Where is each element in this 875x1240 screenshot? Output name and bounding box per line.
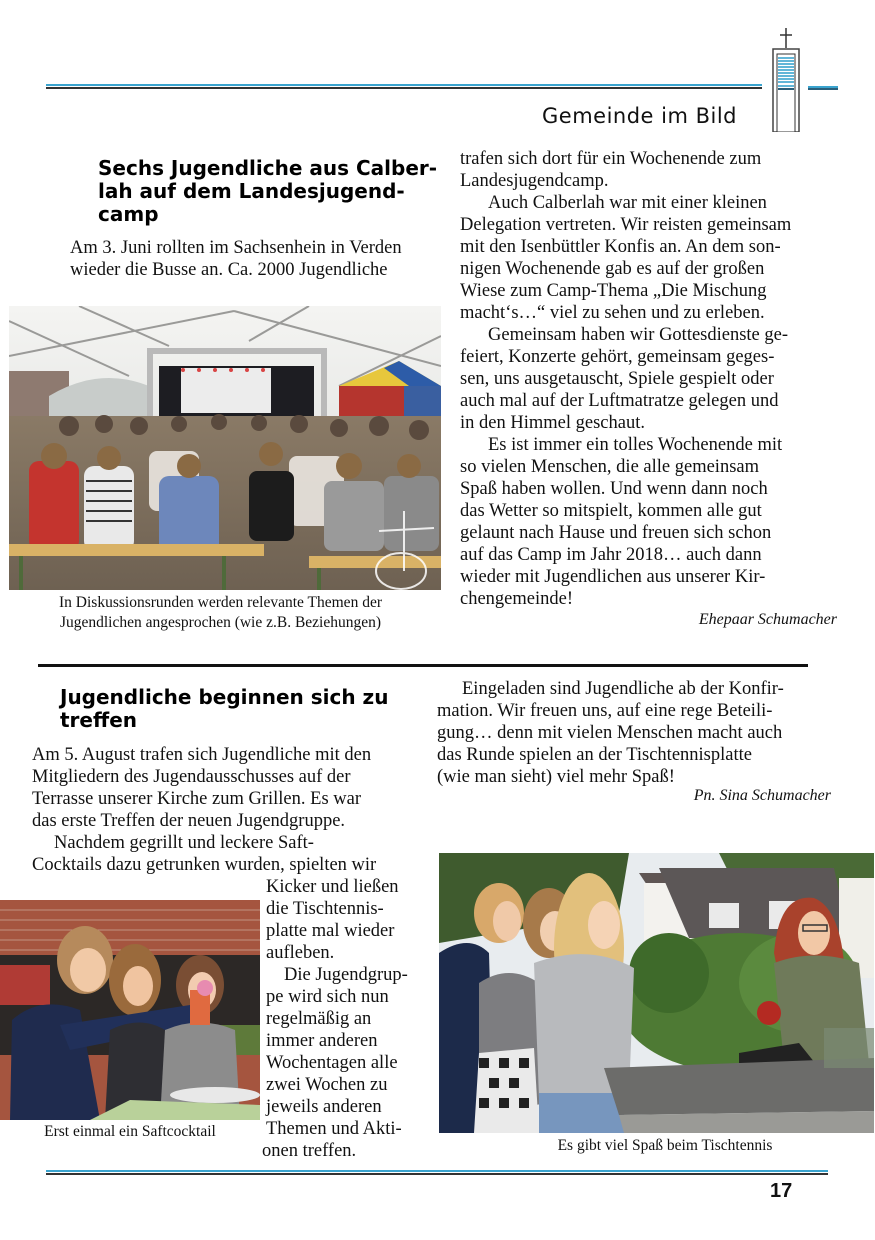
article2-byline: Pn. Sina Schumacher <box>693 787 831 804</box>
text-line: jeweils anderen <box>266 1097 382 1117</box>
text-line: das erste Treffen der neuen Jugendgruppe. <box>32 811 346 831</box>
header-rule <box>46 84 762 90</box>
article1-byline: Ehepaar Schumacher <box>698 611 837 628</box>
text-line: Es ist immer ein tolles Wochenende mit <box>488 435 783 455</box>
text-line: feiert, Konzerte gehört, gemeinsam geges- <box>460 347 775 367</box>
text-line: wieder mit Jugendlichen aus unserer Kir- <box>460 567 766 587</box>
saftcocktail-photo <box>0 900 260 1120</box>
text-line: trafen sich dort für ein Wochenende zum <box>460 149 762 169</box>
article2-column1 <box>32 744 432 876</box>
text-line: gelaunt nach Hause und freuen sich schon <box>460 523 772 543</box>
text-line: immer anderen <box>266 1031 378 1051</box>
text-line: gung… denn mit vielen Menschen macht auch <box>437 723 783 743</box>
text-line: Die Jugendgrup- <box>284 965 408 985</box>
article-divider <box>38 664 808 667</box>
text-line: (wie man sieht) viel mehr Spaß! <box>437 767 675 787</box>
headline-line: camp <box>98 202 159 226</box>
text-line: macht‘s…“ viel zu sehen und zu erleben. <box>460 303 765 323</box>
text-line: Gemeinsam haben wir Gottesdienste ge- <box>488 325 789 345</box>
text-line: auf das Camp im Jahr 2018… auch dann <box>460 545 762 565</box>
text-line: auch mal auf der Luftmatratze gelegen und <box>460 391 779 411</box>
text-line: das Wetter so mitspielt, kommen alle gut <box>460 501 762 521</box>
headline-line: Jugendliche beginnen sich zu <box>60 685 389 709</box>
text-line: sen, uns ausgetauscht, Spiele gespielt oder <box>460 369 774 389</box>
section-title: Gemeinde im Bild <box>542 104 738 128</box>
text-line: platte mal wieder <box>266 921 395 941</box>
article2-column2 <box>437 678 837 788</box>
text-line: in den Himmel geschaut. <box>460 413 645 433</box>
text-line: Wochentagen alle <box>266 1053 398 1073</box>
text-line: Terrasse unserer Kirche zum Grillen. Es war <box>32 789 361 809</box>
text-line: chengemeinde! <box>460 589 573 609</box>
text-line: nigen Wochenende gab es auf der großen <box>460 259 765 279</box>
text-line: Auch Calberlah war mit einer kleinen <box>488 193 767 213</box>
text-line: Cocktails dazu getrunken wurden, spielten wir <box>32 855 377 875</box>
caption-line: Jugendlichen angesprochen (wie z.B. Beziehungen) <box>59 614 382 631</box>
caption-line: In Diskussionsrunden werden relevante Themen der <box>59 594 382 611</box>
text-line: Themen und Akti- <box>266 1119 402 1139</box>
header-rule-right <box>808 86 838 90</box>
text-line: Mitgliedern des Jugendausschusses auf der <box>32 767 351 787</box>
text-line: Nachdem gegrillt und leckere Saft- <box>54 833 314 853</box>
text-line: Am 3. Juni rollten im Sachsenhein in Verden <box>70 238 402 258</box>
church-tower-icon <box>770 28 802 132</box>
text-line: so vielen Menschen, die alle gemeinsam <box>460 457 759 477</box>
text-line: zwei Wochen zu <box>266 1075 388 1095</box>
text-line: Delegation vertreten. Wir reisten gemeinsam <box>460 215 792 235</box>
text-line: mation. Wir freuen uns, auf eine rege Beteili- <box>437 701 773 721</box>
text-line: aufleben. <box>266 943 335 963</box>
article1-column2 <box>460 148 845 610</box>
text-line: das Runde spielen an der Tischtennisplatte <box>437 745 752 765</box>
photo-caption <box>18 593 423 633</box>
footer-rule <box>46 1170 828 1175</box>
headline-line: treffen <box>60 708 137 732</box>
headline-line: lah auf dem Landesjugend- <box>98 179 405 203</box>
text-line: Kicker und ließen <box>266 877 399 897</box>
text-line: Eingeladen sind Jugendliche ab der Konfir- <box>462 679 784 699</box>
text-line: die Tischtennis- <box>266 899 384 919</box>
page-number: 17 <box>770 1180 793 1202</box>
photo-caption: Es gibt viel Spaß beim Tischtennis <box>557 1137 773 1154</box>
text-line: Spaß haben wollen. Und wenn dann noch <box>460 479 768 499</box>
headline-line: Sechs Jugendliche aus Calber- <box>98 156 438 180</box>
text-line: Wiese zum Camp-Thema „Die Mischung <box>460 281 767 301</box>
article2-headline <box>60 686 420 732</box>
text-line: onen treffen. <box>262 1141 357 1161</box>
tischtennis-photo <box>439 853 874 1133</box>
text-line: regelmäßig an <box>266 1009 372 1029</box>
text-line: wieder die Busse an. Ca. 2000 Jugendliche <box>70 260 388 280</box>
text-line: mit den Isenbüttler Konfis an. An dem son- <box>460 237 781 257</box>
photo-caption: Erst einmal ein Saftcocktail <box>44 1123 216 1140</box>
article1-intro <box>70 237 440 281</box>
text-line: Landesjugendcamp. <box>460 171 609 191</box>
text-line: pe wird sich nun <box>266 987 389 1007</box>
tent-discussion-photo <box>9 306 441 590</box>
article1-headline <box>98 157 438 226</box>
article2-narrow-column <box>262 876 436 1162</box>
text-line: Am 5. August trafen sich Jugendliche mit den <box>32 745 372 765</box>
